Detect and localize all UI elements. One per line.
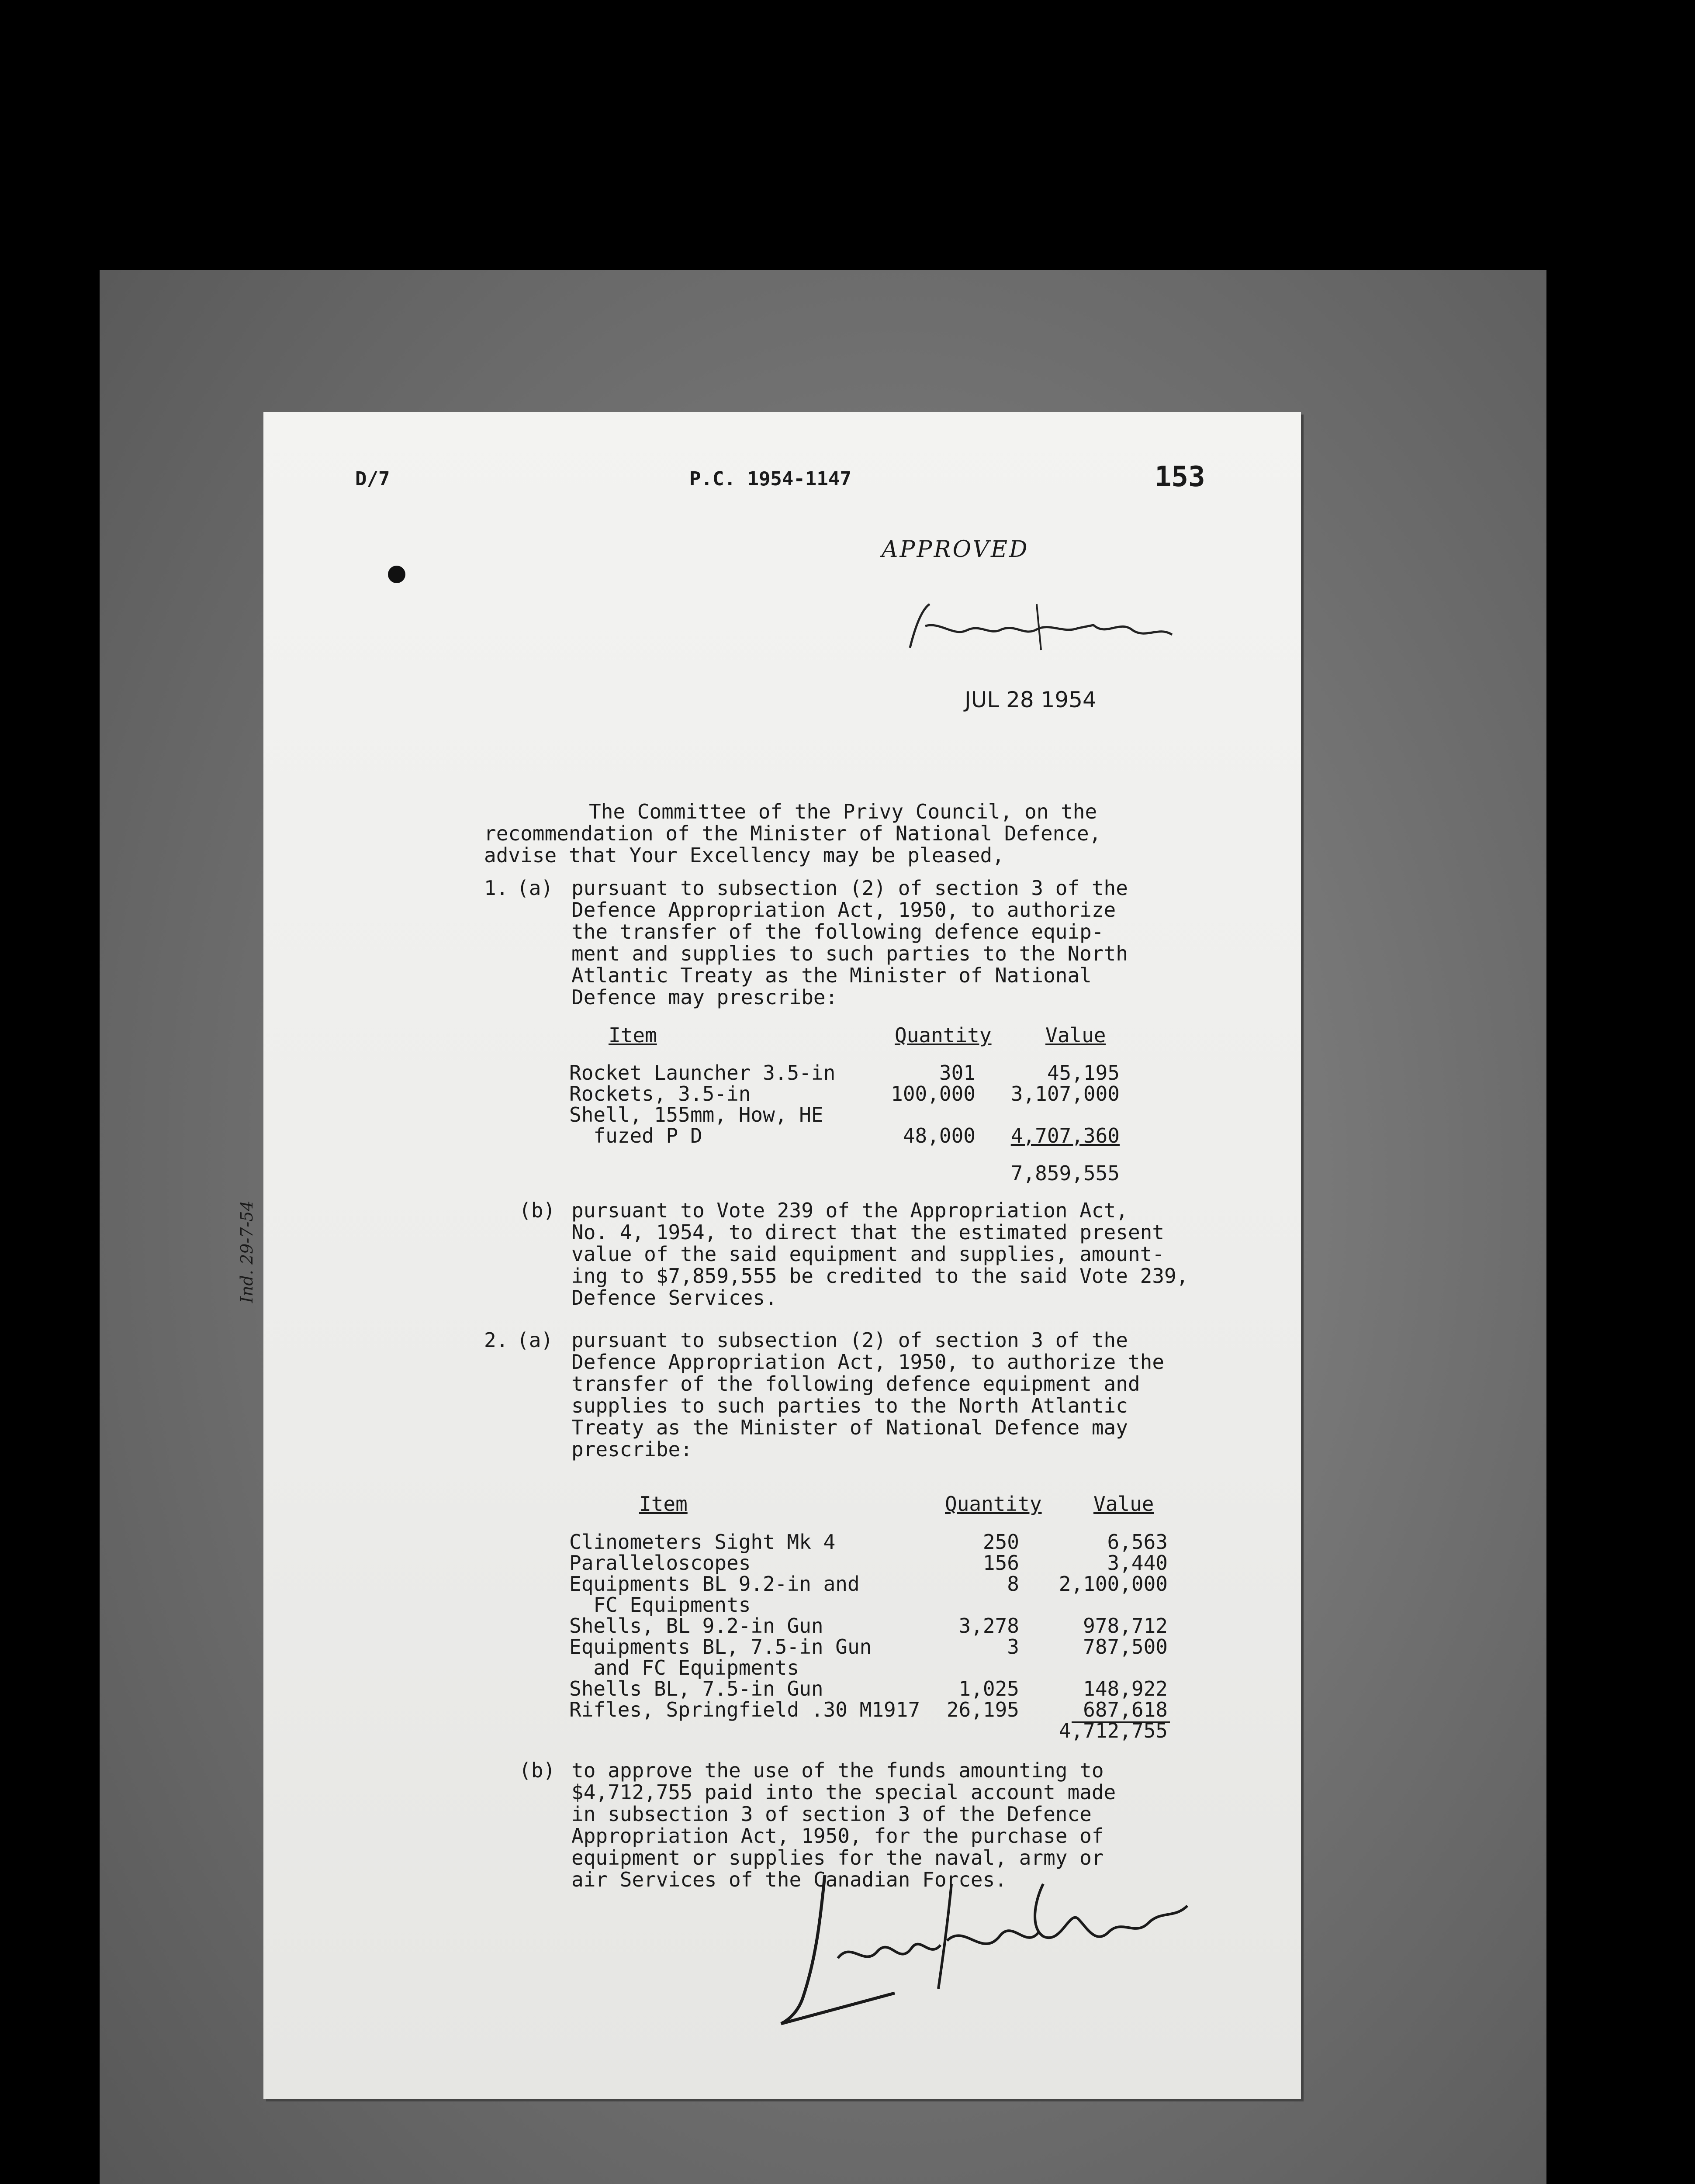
table1-row-item: fuzed P D [569,1124,702,1147]
table2-row-quantity: 250 [982,1530,1019,1554]
table1-row-value: 45,195 [1047,1061,1120,1085]
section-2a-line: supplies to such parties to the North Atlantic [571,1394,1128,1417]
section-2a-line: pursuant to subsection (2) of section 3 of the [571,1328,1128,1352]
table1-row-quantity: 301 [939,1061,975,1085]
section-1a-line: Atlantic Treaty as the Minister of National [571,964,1092,987]
intro-line-3: advise that Your Excellency may be pleased, [484,843,1004,867]
photo-mount-background [100,270,1546,2184]
table2-total: 4,712,755 [1059,1719,1168,1742]
table2-header-item: Item [639,1492,688,1516]
table2-header-value: Value [1093,1492,1154,1516]
table2-row-value: 787,500 [1083,1635,1168,1659]
intro-line-2: recommendation of the Minister of National Defence, [484,822,1101,845]
table2-row-item: Paralleloscopes [569,1551,751,1575]
file-code: D/7 [355,468,390,490]
margin-note: Ind. 29-7-54 [237,1200,256,1303]
table1-total: 7,859,555 [1010,1161,1120,1185]
table2-row-item: Equipments BL, 7.5-in Gun [569,1635,872,1659]
section-2b-line: equipment or supplies for the naval, army or [571,1846,1104,1870]
table1-row-item: Rocket Launcher 3.5-in [569,1061,836,1085]
table2-row-item: and FC Equipments [569,1656,799,1679]
table1-row-quantity: 48,000 [903,1124,975,1147]
table1-header-item: Item [609,1023,657,1047]
section-2a-line: prescribe: [571,1438,692,1461]
approved-word: APPROVED [882,536,1029,563]
table1-row-item: Shell, 155mm, How, HE [569,1103,823,1127]
section-2b-line: Appropriation Act, 1950, for the purchase of [571,1824,1104,1848]
order-number: P.C. 1954-1147 [689,468,851,490]
section-2-number: 2. [484,1328,508,1352]
table2-row-value: 148,922 [1083,1677,1168,1700]
section-2a-line: transfer of the following defence equipment and [571,1372,1140,1396]
section-2b-line: air Services of the Canadian Forces. [571,1868,1007,1891]
table2-row-value: 978,712 [1083,1614,1168,1638]
section-1a-line: Defence Appropriation Act, 1950, to authorize [571,898,1116,922]
table2-row-item: Equipments BL 9.2-in and [569,1572,860,1596]
table1-row-item: Rockets, 3.5-in [569,1082,751,1106]
table2-row-item: FC Equipments [569,1593,751,1617]
table1-header-quantity: Quantity [895,1023,992,1047]
table2-row-value: 3,440 [1107,1551,1168,1575]
table2-row-value: 2,100,000 [1059,1572,1168,1596]
section-1b-line: Defence Services. [571,1286,777,1310]
approval-date-stamp: JUL 28 1954 [965,687,1097,712]
table2-row-quantity: 3 [1007,1635,1019,1659]
document-page [237,412,1301,2099]
table2-row-quantity: 3,278 [958,1614,1019,1638]
section-1b-line: pursuant to Vote 239 of the Appropriation Act, [571,1199,1128,1222]
table2-row-item: Shells BL, 7.5-in Gun [569,1677,823,1700]
section-1a-line: pursuant to subsection (2) of section 3 of the [571,876,1128,900]
table2-row-item: Rifles, Springfield .30 M1917 [569,1698,920,1721]
section-2a-label: (a) [517,1328,553,1352]
section-1b-label: (b) [519,1199,556,1222]
table2-row-quantity: 1,025 [958,1677,1019,1700]
section-2b-line: $4,712,755 paid into the special account made [571,1780,1116,1804]
table2-row-item: Shells, BL 9.2-in Gun [569,1614,823,1638]
table2-row-quantity: 26,195 [946,1698,1019,1721]
table1-row-value: 3,107,000 [1010,1082,1120,1106]
section-1a-line: Defence may prescribe: [571,985,838,1009]
section-1b-line: value of the said equipment and supplies, amount- [571,1242,1165,1266]
section-2b-label: (b) [519,1759,556,1782]
table2-row-quantity: 156 [982,1551,1019,1575]
table1-header-value: Value [1045,1023,1106,1047]
table2-row-quantity: 8 [1007,1572,1019,1596]
table2-header-quantity: Quantity [945,1492,1042,1516]
section-1a-line: the transfer of the following defence equip- [571,920,1104,943]
section-2b-line: to approve the use of the funds amounting to [571,1759,1104,1782]
punch-hole [388,566,405,583]
table1-row-value: 4,707,360 [1010,1124,1120,1147]
page-number: 153 [1155,461,1205,493]
section-1-number: 1. [484,876,508,900]
section-1b-line: ing to $7,859,555 be credited to the said Vote 239, [571,1264,1189,1288]
table2-row-value: 6,563 [1107,1530,1168,1554]
table1-row-quantity: 100,000 [891,1082,975,1106]
section-1a-label: (a) [517,876,553,900]
table2-row-item: Clinometers Sight Mk 4 [569,1530,836,1554]
table2-row-value: 687,618 [1083,1698,1168,1721]
section-1b-line: No. 4, 1954, to direct that the estimated present [571,1220,1165,1244]
section-2a-line: Treaty as the Minister of National Defence may [571,1416,1128,1439]
section-2a-line: Defence Appropriation Act, 1950, to authorize the [571,1350,1165,1374]
section-2b-line: in subsection 3 of section 3 of the Defence [571,1802,1092,1826]
section-1a-line: ment and supplies to such parties to the North [571,942,1128,965]
governor-signature [906,595,1176,661]
intro-line-1: The Committee of the Privy Council, on the [589,800,1097,823]
minister-signature [764,1858,1200,2041]
